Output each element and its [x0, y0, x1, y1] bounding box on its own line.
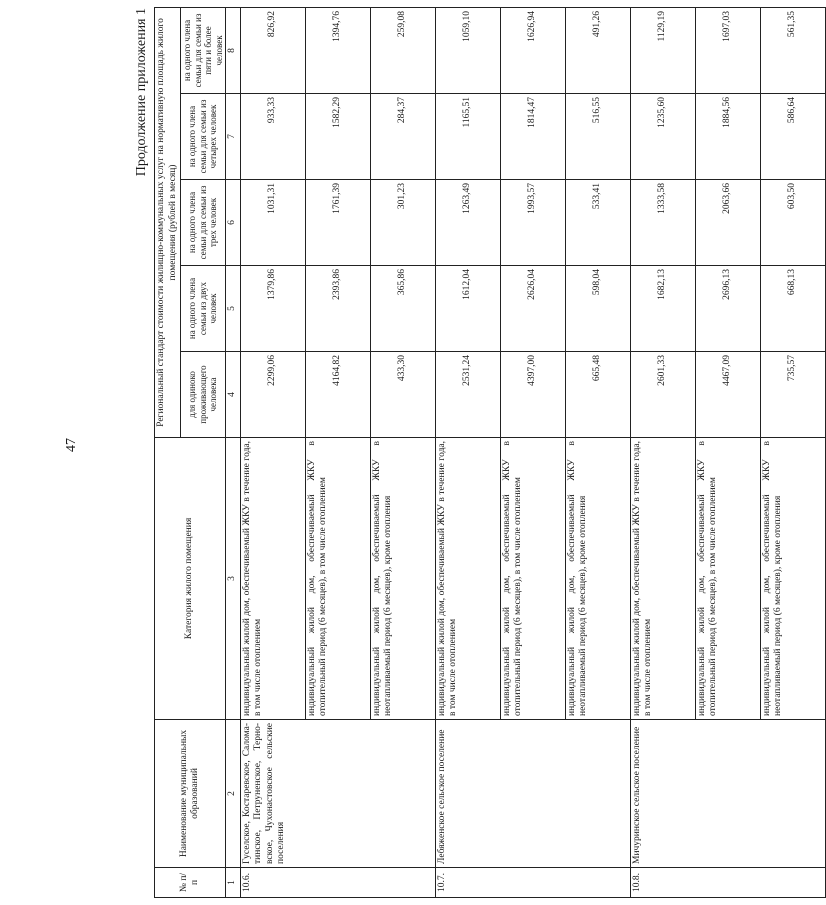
- value-family-3: 301,23: [370, 180, 435, 266]
- value-family-3: 1761,39: [305, 180, 370, 266]
- value-single: 2531,24: [435, 352, 500, 438]
- header-sub-family-5: на одного члена семьи для семьи из пяти и более человек: [181, 7, 226, 93]
- header-standard: Региональный стандарт стоимости жилищно-коммунальных услуг на нормативную площадь жилого помещения (рублей в месяц): [155, 7, 181, 437]
- housing-category: индивидуальный жилой дом, обеспечиваемый ЖКУ в неотапливаемый период (6 месяцев), кроме отопления: [565, 438, 630, 720]
- value-family-4: 1582,29: [305, 94, 370, 180]
- value-family-5: 1394,76: [305, 7, 370, 93]
- value-family-4: 516,55: [565, 94, 630, 180]
- housing-category: индивидуальный жилой дом, обеспечиваемый ЖКУ в отопительный период (6 месяцев), в том числе отоплением: [500, 438, 565, 720]
- table-body: [240, 7, 825, 897]
- housing-cost-standard-table: [154, 7, 826, 898]
- value-family-3: 603,50: [760, 180, 825, 266]
- value-family-4: 586,64: [760, 94, 825, 180]
- value-single: 2601,33: [630, 352, 695, 438]
- table-row: [435, 7, 500, 897]
- column-number: 6: [226, 180, 241, 266]
- value-family-3: 1031,31: [240, 180, 305, 266]
- value-family-2: 668,13: [760, 266, 825, 352]
- value-family-4: 1235,60: [630, 94, 695, 180]
- table-row: [630, 7, 695, 897]
- value-family-5: 491,26: [565, 7, 630, 93]
- header-sub-family-3: на одного члена семьи для семьи из трех человек: [181, 180, 226, 266]
- value-family-2: 365,86: [370, 266, 435, 352]
- value-family-2: 2393,86: [305, 266, 370, 352]
- housing-category: индивидуальный жилой дом, обеспечиваемый ЖКУ в течение года, в том числе отоплением: [630, 438, 695, 720]
- value-single: 433,30: [370, 352, 435, 438]
- value-family-2: 1682,13: [630, 266, 695, 352]
- value-family-2: 2626,04: [500, 266, 565, 352]
- value-family-4: 1165,51: [435, 94, 500, 180]
- row-number: 10.7.: [435, 868, 630, 898]
- page-number: 47: [64, 438, 79, 452]
- value-family-5: 826,92: [240, 7, 305, 93]
- header-municipality: Наименование муниципальных образований: [155, 720, 226, 868]
- value-single: 4467,09: [695, 352, 760, 438]
- column-number: 5: [226, 266, 241, 352]
- value-family-3: 1263,49: [435, 180, 500, 266]
- value-family-2: 598,04: [565, 266, 630, 352]
- value-single: 665,48: [565, 352, 630, 438]
- header-category: Категория жилого помещения: [155, 438, 226, 720]
- header-sub-family-2: на одного члена семьи из двух человек: [181, 266, 226, 352]
- value-family-5: 1059,10: [435, 7, 500, 93]
- column-number: 3: [226, 438, 241, 720]
- value-family-2: 1379,86: [240, 266, 305, 352]
- municipality-name: Гуселское, Костаревское, Салома-тинское, Петруненское, Терно-вское, Чухонастовское сельские поселения: [240, 720, 435, 868]
- value-single: 4397,00: [500, 352, 565, 438]
- value-family-5: 1626,94: [500, 7, 565, 93]
- value-family-4: 1814,47: [500, 94, 565, 180]
- table-header: [155, 7, 241, 897]
- housing-category: индивидуальный жилой дом, обеспечиваемый ЖКУ в течение года, в том числе отоплением: [435, 438, 500, 720]
- value-family-2: 1612,04: [435, 266, 500, 352]
- municipality-name: Мичуринское сельское поселение: [630, 720, 825, 868]
- table-row: [240, 7, 305, 897]
- column-number: 2: [226, 720, 241, 868]
- continuation-title: Продолжение приложения 1: [134, 8, 149, 177]
- municipality-name: Лебяженское сельское поселение: [435, 720, 630, 868]
- value-single: 2299,06: [240, 352, 305, 438]
- housing-category: индивидуальный жилой дом, обеспечиваемый ЖКУ в неотапливаемый период (6 месяцев), кроме отопления: [760, 438, 825, 720]
- value-family-5: 1697,03: [695, 7, 760, 93]
- value-family-3: 1993,57: [500, 180, 565, 266]
- header-num: № п/п: [155, 868, 226, 898]
- housing-category: индивидуальный жилой дом, обеспечиваемый ЖКУ в отопительный период (6 месяцев), в том числе отоплением: [305, 438, 370, 720]
- value-family-3: 1333,58: [630, 180, 695, 266]
- housing-category: индивидуальный жилой дом, обеспечиваемый ЖКУ в неотапливаемый период (6 месяцев), кроме отопления: [370, 438, 435, 720]
- header-sub-single: для одиноко проживающего человека: [181, 352, 226, 438]
- value-family-4: 933,33: [240, 94, 305, 180]
- value-family-2: 2696,13: [695, 266, 760, 352]
- value-family-4: 284,37: [370, 94, 435, 180]
- column-numbers-row: [226, 7, 241, 897]
- value-family-4: 1884,56: [695, 94, 760, 180]
- value-family-5: 561,35: [760, 7, 825, 93]
- value-single: 735,57: [760, 352, 825, 438]
- value-family-3: 2063,66: [695, 180, 760, 266]
- row-number: 10.6.: [240, 868, 435, 898]
- value-family-5: 1129,19: [630, 7, 695, 93]
- column-number: 8: [226, 7, 241, 93]
- value-single: 4164,82: [305, 352, 370, 438]
- column-number: 4: [226, 352, 241, 438]
- header-sub-family-4: на одного члена семьи для семьи из четырех человек: [181, 94, 226, 180]
- value-family-5: 259,08: [370, 7, 435, 93]
- column-number: 1: [226, 868, 241, 898]
- value-family-3: 533,41: [565, 180, 630, 266]
- housing-category: индивидуальный жилой дом, обеспечиваемый ЖКУ в течение года, в том числе отоплением: [240, 438, 305, 720]
- housing-category: индивидуальный жилой дом, обеспечиваемый ЖКУ в отопительный период (6 месяцев), в том числе отоплением: [695, 438, 760, 720]
- rotated-page-content: [134, 8, 797, 898]
- row-number: 10.8.: [630, 868, 825, 898]
- column-number: 7: [226, 94, 241, 180]
